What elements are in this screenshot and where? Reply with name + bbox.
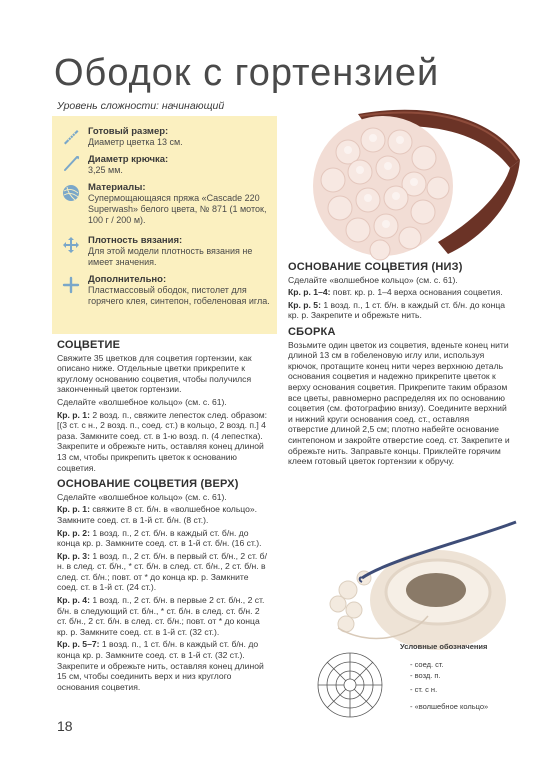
- round-text: 1 возд. п., 2 ст. б/н. в каждый ст. б/н. до конца кр. р. Замкните соед. ст. в 1-й ст. б/н. (16 ст.).: [57, 527, 262, 549]
- section-heading-base-bottom: ОСНОВАНИЕ СОЦВЕТИЯ (НИЗ): [288, 261, 463, 273]
- round-text: 1 возд. п., 2 ст. б/н. в первый ст. б/н., 2 ст. б/н. в след. ст. б/н., * ст. б/н. в след. ст. б/н., 2 ст. б/н. в след. ст. б/н.; повт. от * до конца кр. р. Замкните соед. ст. в 1-й ст. (24 ст.).: [57, 550, 267, 593]
- round-label: Кр. р. 1:: [57, 409, 90, 420]
- round-instruction: [288, 300, 510, 321]
- hook-size-label: Диаметр крючка:: [88, 154, 169, 165]
- headband-photo: [288, 102, 528, 270]
- finished-size: [88, 126, 274, 148]
- round-label: Кр. р. 5–7:: [57, 639, 100, 650]
- plus-icon: [62, 276, 80, 294]
- round-label: Кр. р. 1:: [57, 504, 90, 515]
- gauge-arrows-icon: [62, 236, 80, 254]
- materials-label: Материалы:: [88, 182, 146, 193]
- legend-item-chain: - возд. п.: [410, 671, 441, 680]
- round-label: Кр. р. 3:: [57, 550, 90, 561]
- round-instruction: [57, 595, 269, 637]
- round-text: 1 возд. п., 1 ст. б/н. в каждый ст. б/н. до конца кр. р. Закрепите и обрежьте нить.: [288, 299, 506, 321]
- page-title: Ободок с гортензией: [54, 52, 440, 94]
- round-text: повт. кр. р. 1–4 верха основания соцветия.: [332, 287, 503, 298]
- legend-item-double-crochet: - ст. с н.: [410, 685, 438, 694]
- section-heading-base-top: ОСНОВАНИЕ СОЦВЕТИЯ (ВЕРХ): [57, 478, 239, 491]
- info-box: [52, 116, 277, 334]
- additional-value: Пластмассовый ободок, пистолет для горячего клея, синтепон, гобеленовая игла.: [88, 285, 270, 306]
- finished-size-value: Диаметр цветка 13 см.: [88, 137, 183, 147]
- paragraph: Возьмите один цветок из соцветия, вденьте конец нити длиной 13 см в гобеленовую иглу или, используя крючок, протащите конец нити через верхнюю деталь основания соцветия и надежно прикрепите цветок к верху основания соцветия. Прикрепите таким образом все цветы, равномерно распределяя их по основанию соцветия (см. фотографию внизу). Соедините верхний и нижний круги основания соед. ст., оставляя отверстие длиной 2,5 см; плотно набейте основание синтепоном и закройте отверстие соед. ст. Закрепите и обрежьте нить. Заправьте концы. Приклейте горячим клеем готовый цветок гортензии к обручу.: [288, 339, 510, 467]
- round-label: Кр. р. 2:: [57, 527, 90, 538]
- paragraph: Сделайте «волшебное кольцо» (см. с. 61).: [57, 396, 227, 407]
- legend-title: Условные обозначения: [400, 642, 488, 651]
- round-instruction: [288, 287, 510, 298]
- round-instruction: [57, 410, 269, 474]
- hook-size: [88, 154, 274, 176]
- finished-size-label: Готовый размер:: [88, 126, 169, 137]
- additional-label: Дополнительно:: [88, 274, 167, 285]
- additional: [88, 274, 274, 307]
- round-text: свяжите 8 ст. б/н. в «волшебное кольцо». Замкните соед. ст. в 1-й ст. б/н. (8 ст.).: [57, 504, 258, 525]
- section-heading-assembly: СБОРКА: [288, 325, 336, 338]
- gauge: [88, 235, 274, 268]
- materials: [88, 182, 274, 226]
- gauge-label: Плотность вязания:: [88, 235, 183, 246]
- yarn-ball-icon: [62, 184, 80, 202]
- crochet-hook-icon: [62, 154, 80, 172]
- paragraph: Сделайте «волшебное кольцо» (см. с. 61).: [288, 274, 458, 285]
- round-text: 2 возд. п., свяжите лепесток след. образом: [(3 ст. с н., 2 возд. п., соед. ст.) в кольцо, 2 возд. п.] 4 раза. Замкните соед. ст. в 1-ю возд. п. (4 лепестка). Закрепите и обрежьте нить, оставляя конец длиной 13 см, чтобы прикрепить цветок к основанию соцветия.: [57, 409, 268, 473]
- section-heading-inflorescence: СОЦВЕТИЕ: [57, 339, 121, 351]
- hook-size-value: 3,25 мм.: [88, 165, 123, 175]
- materials-value: Супермощающаяся пряжа «Cascade 220 Superwash» белого цвета, № 871 (1 моток, 100 г / 200 м).: [88, 193, 267, 225]
- round-label: Кр. р. 4:: [57, 595, 90, 606]
- round-instruction: [57, 504, 269, 525]
- round-label: Кр. р. 5:: [288, 299, 321, 310]
- gauge-value: Для этой модели плотность вязания не имеет значения.: [88, 246, 253, 267]
- stitch-chart: [318, 653, 382, 717]
- legend-item-slip-stitch: - соед. ст.: [410, 660, 444, 669]
- round-instruction: [57, 551, 269, 593]
- difficulty-level: Уровень сложности: начинающий: [57, 100, 225, 112]
- round-instruction: [57, 639, 269, 692]
- page-number: 18: [57, 718, 73, 734]
- paragraph: Свяжите 35 цветков для соцветия гортензии, как описано ниже. Отдельные цветки прикрепите к круглому основанию соцветия, чтобы получился законченный цветок гортензии.: [57, 352, 252, 395]
- legend-item-magic-ring: - «волшебное кольцо»: [410, 702, 489, 711]
- right-column: [288, 262, 510, 469]
- left-column: [57, 340, 269, 694]
- paragraph: Сделайте «волшебное кольцо» (см. с. 61).: [57, 491, 227, 502]
- ruler-icon: [62, 128, 80, 146]
- round-text: 1 возд. п., 1 ст. б/н. в каждый ст. б/н. до конца кр. р. Замкните соед. ст. в 1-й ст. (32 ст.). Закрепите и обрежьте нить, оставляя конец длиной 15 см, чтобы соединить верх и низ круглого основания соцветия.: [57, 639, 264, 692]
- round-instruction: [57, 528, 269, 549]
- round-text: 1 возд. п., 2 ст. б/н. в первые 2 ст. б/н., 2 ст. б/н. в следующий ст. б/н., * ст. б/н. в след. ст. б/н. 2 ст. б/н., 2 ст. б/н. в след. ст. б/н.; повт. от * до конца кр. р. Замкните соед. ст. в 1-й ст. (32 ст.).: [57, 595, 265, 637]
- round-label: Кр. р. 1–4:: [288, 287, 331, 298]
